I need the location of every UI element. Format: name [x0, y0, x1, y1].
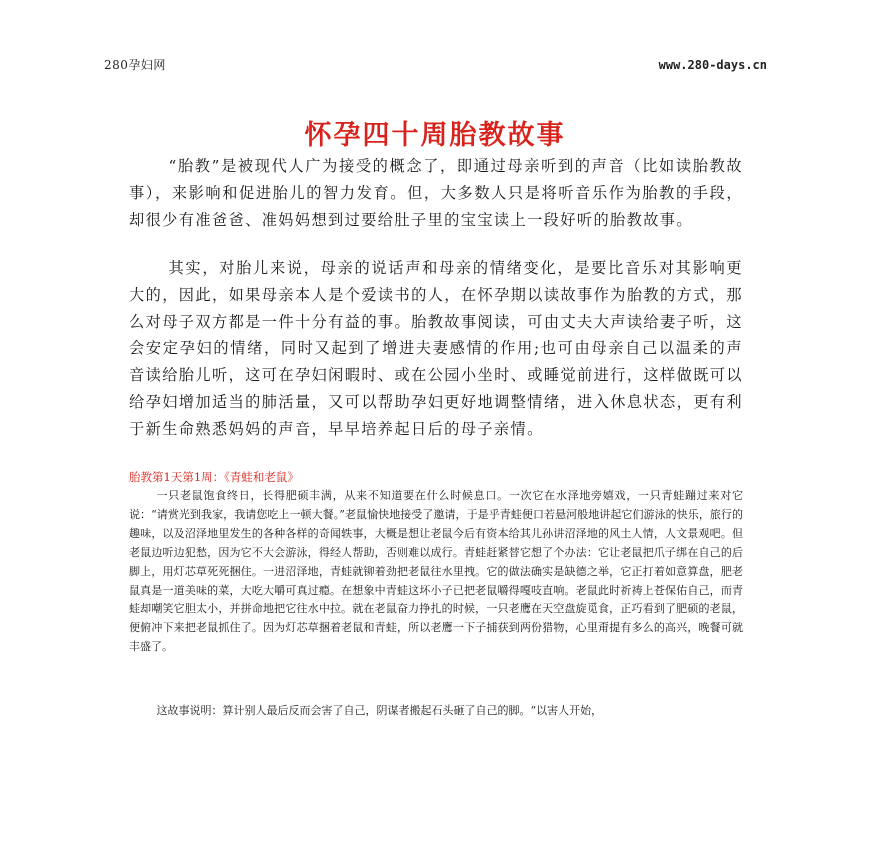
- story-paragraph: 一只老鼠饱食终日，长得肥硕丰满，从来不知道要在什么时候息口。一次它在水泽地旁嬉戏，一只青蛙蹦过来对它说：“请赏光到我家，我请您吃上一顿大餐。”老鼠愉快地接受了邀请，于是乎青蛙便口若悬河般地讲起它们游泳的快乐，旅行的趣味，以及沼泽地里发生的各种各样的奇闻轶事，大概是想让老鼠今后有资本给其儿孙讲沼泽地的风土人情，人文景观吧。但老鼠边听边犯愁，因为它不大会游泳，得经人帮助，否则难以成行。青蛙赶紧替它想了个办法：它让老鼠把爪子绑在自己的后脚上，用灯芯草死死捆住。一进沼泽地，青蛙就铆着劲把老鼠往水里拽。它的做法确实是缺德之举，它正打着如意算盘，肥老鼠真是一道美味的菜，大吃大嚼可真过瘾。在想象中青蛙这坏小子已把老鼠嚼得嘎吱直响。老鼠此时祈祷上苍保佑自己，而青蛙却嘲笑它胆太小，并拼命地把它往水中拉。就在老鼠奋力挣扎的时候，一只老鹰在天空盘旋觅食，正巧看到了肥硕的老鼠，便俯冲下来把老鼠抓住了。因为灯芯草捆着老鼠和青蛙，所以老鹰一下子捕获到两份猎物，心里甭提有多么的高兴，晚餐可就丰盛了。: [129, 489, 743, 654]
- header-site-url: www.280-days.cn: [658, 58, 767, 72]
- page-title: 怀孕四十周胎教故事: [304, 120, 566, 151]
- story-section-heading: 胎教第1天第1周：《青蛙和老鼠》: [129, 470, 299, 484]
- intro-paragraph: 其实，对胎儿来说，母亲的说话声和母亲的情绪变化，是要比音乐对其影响更大的，因此，如果母亲本人是个爱读书的人，在怀孕期以读故事作为胎教的方式，那么对母子双方都是一件十分有益的事。胎教故事阅读，可由丈夫大声读给妻子听，这会安定孕妇的情绪，同时又起到了增进夫妻感情的作用;也可由母亲自己以温柔的声音读给胎儿听，这可在孕妇闲暇时、或在公园小坐时、或睡觉前进行，这样做既可以给孕妇增加适当的肺活量，又可以帮助孕妇更好地调整情绪，进入休息状态，更有利于新生命熟悉妈妈的声音，早早培养起日后的母子亲情。: [129, 259, 743, 438]
- header-site-name: 280孕妇网: [104, 58, 166, 72]
- story-paragraph: 这故事说明：算计别人最后反而会害了自己，阴谋者搬起石头砸了自己的脚。“以害人开始，: [156, 704, 603, 717]
- intro-paragraph: “胎教”是被现代人广为接受的概念了，即通过母亲听到的声音（比如读胎教故事），来影响和促进胎儿的智力发育。但，大多数人只是将听音乐作为胎教的手段，却很少有准爸爸、准妈妈想到过要给肚子里的宝宝读上一段好听的胎教故事。: [129, 157, 743, 229]
